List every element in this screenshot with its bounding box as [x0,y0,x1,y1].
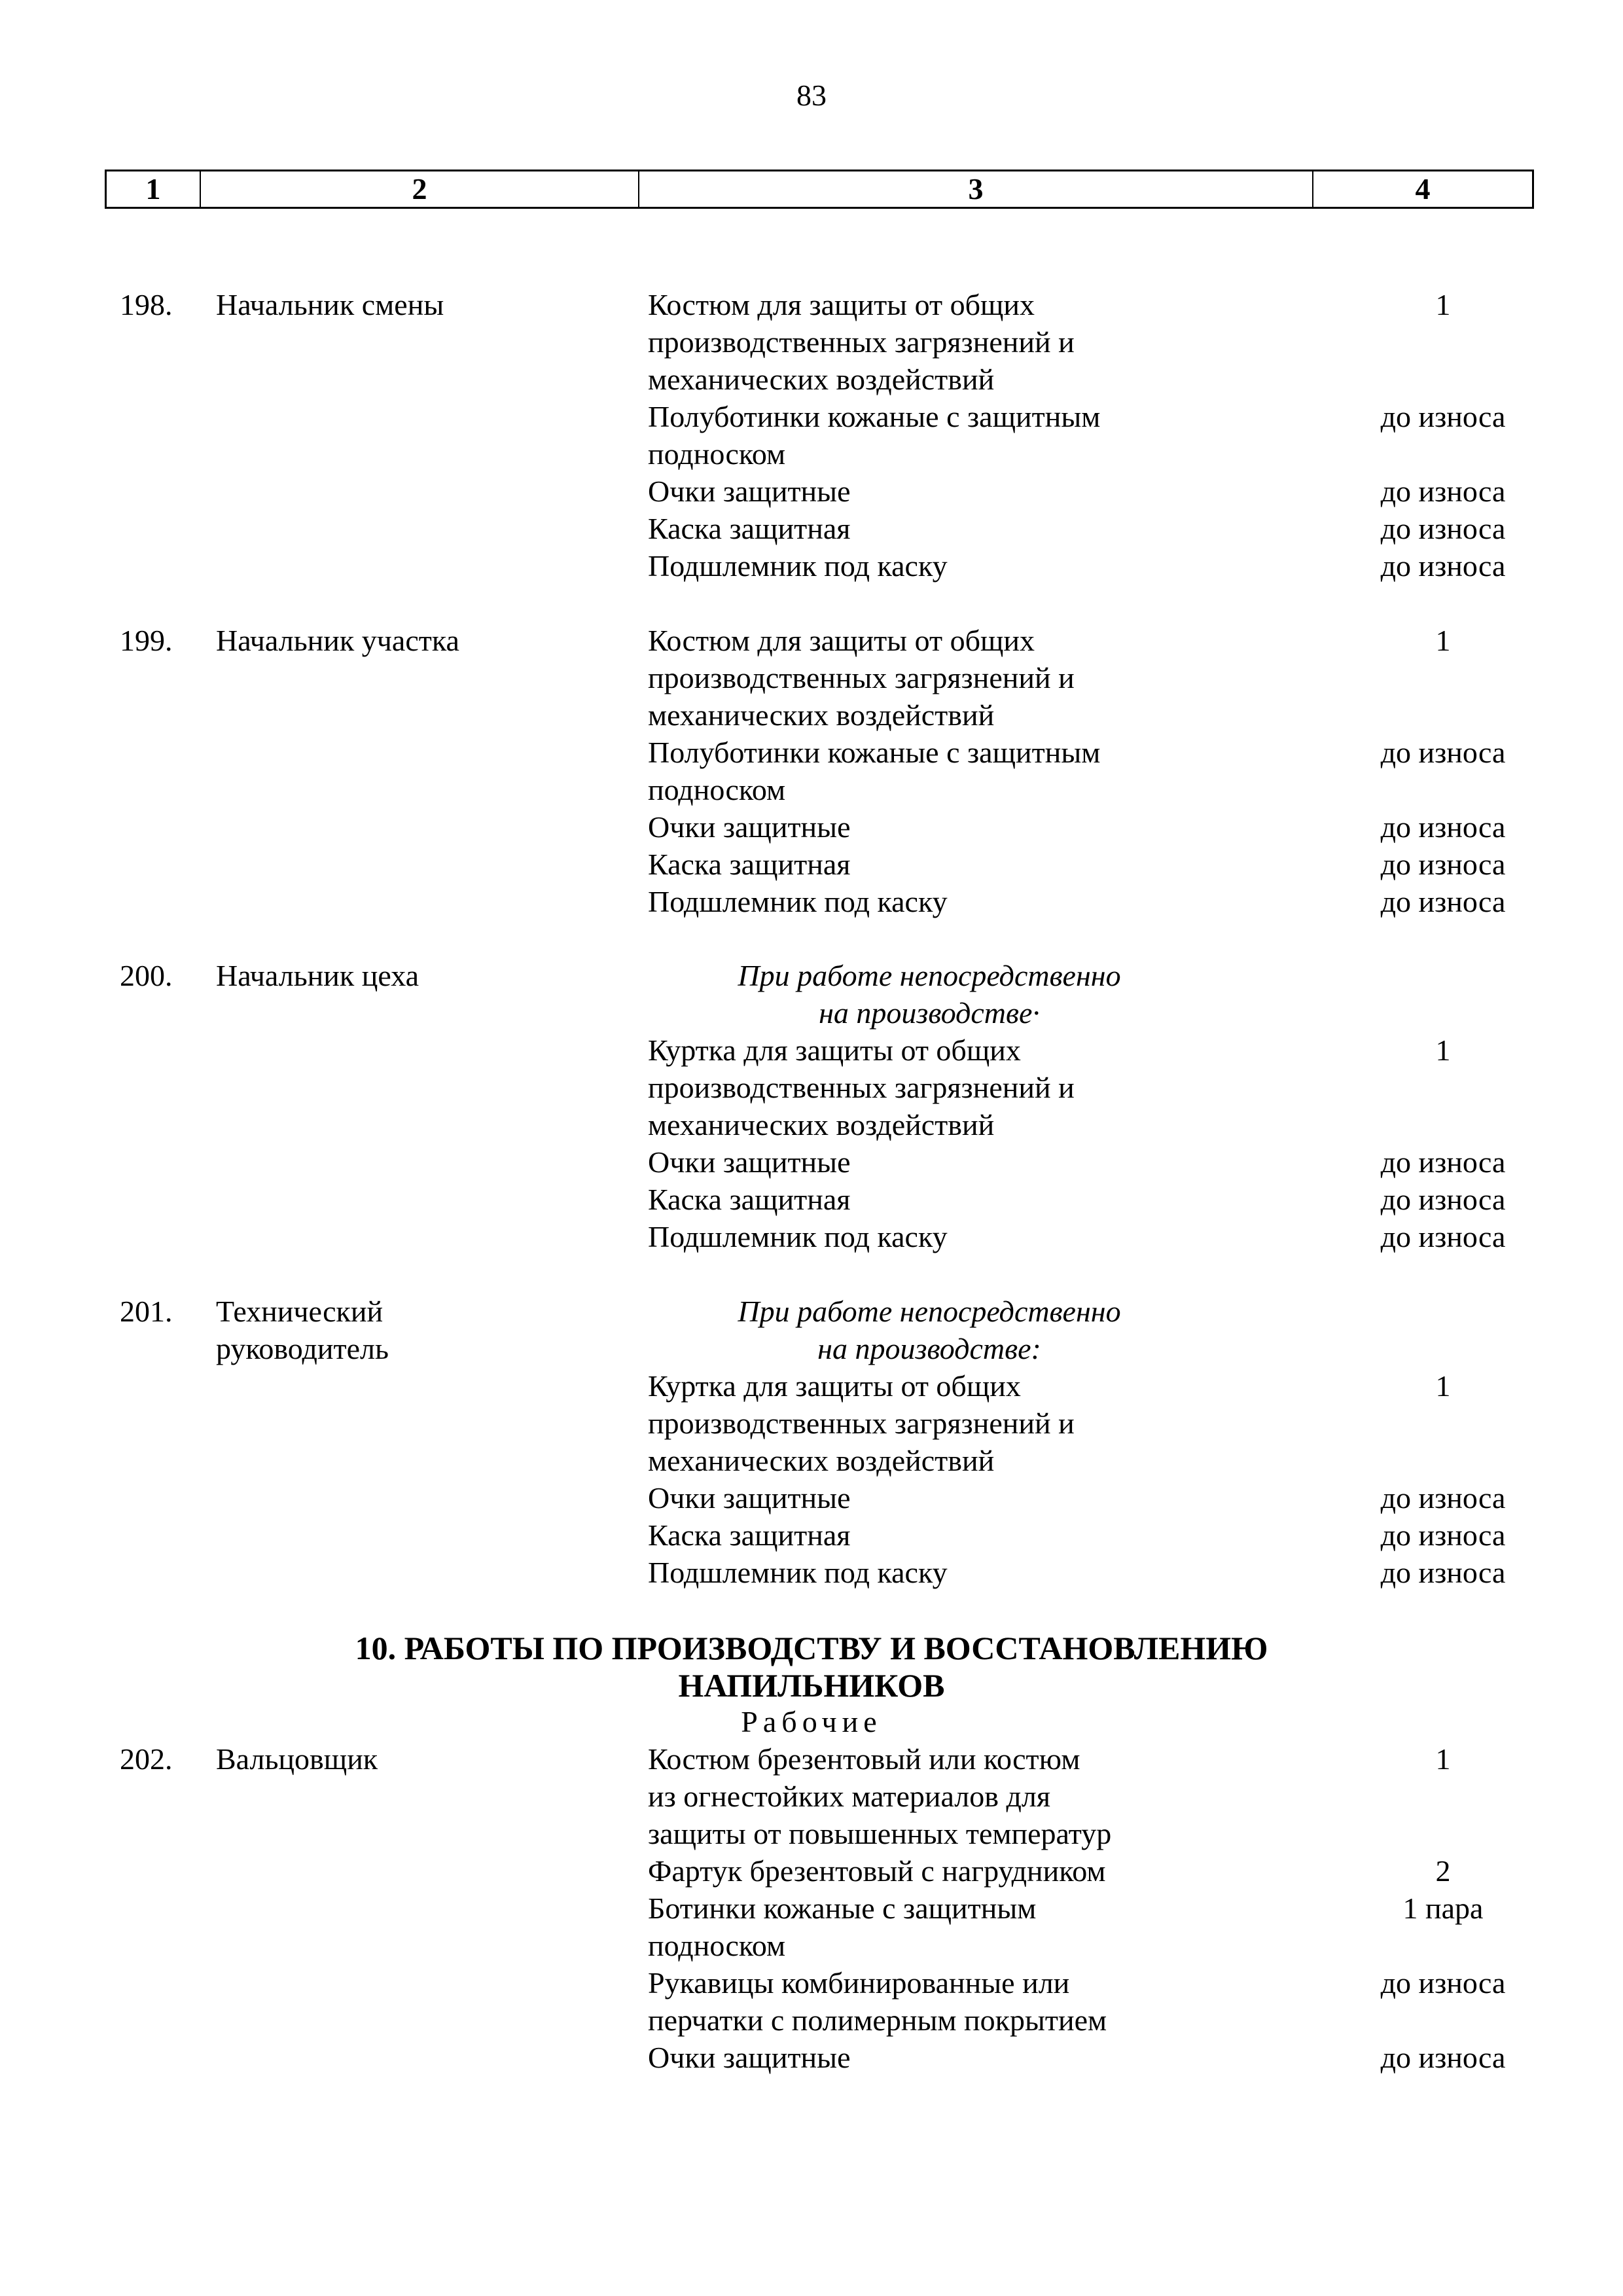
job-title: Начальник смены [216,288,444,321]
column-header-3: 3 [639,171,1313,207]
item-line: Костюм для защиты от общих [648,624,1035,657]
item-quantity: до износа [1380,549,1506,583]
condition-note: на производстве· [819,996,1040,1030]
item-line: Фартук брезентовый с нагрудником [648,1854,1106,1888]
item-line: механических воздействий [648,1108,995,1141]
item-quantity: 1 [1435,1742,1451,1776]
item-line: Рукавицы комбинированные или [648,1966,1070,2000]
job-title: руководитель [216,1332,389,1365]
item-quantity: до износа [1380,1518,1506,1552]
item-line: перчатки с полимерным покрытием [648,2003,1107,2037]
job-title: Начальник участка [216,624,459,657]
section-title: 10. РАБОТЫ ПО ПРОИЗВОДСТВУ И ВОССТАНОВЛЕНИЮ [355,1630,1268,1666]
item-line: Куртка для защиты от общих [648,1369,1021,1403]
item-line: Полуботинки кожаные с защитным [648,736,1101,769]
condition-note: на производстве: [817,1332,1041,1365]
item-line: Очки защитные [648,1145,851,1179]
item-quantity: 1 [1435,1369,1451,1403]
item-line: Очки защитные [648,2041,851,2074]
item-line: механических воздействий [648,698,995,732]
item-quantity: 1 [1435,1033,1451,1067]
item-quantity: до износа [1380,400,1506,433]
item-line: Очки защитные [648,810,851,844]
item-line: Костюм для защиты от общих [648,288,1035,321]
item-line: Подшлемник под каску [648,1556,948,1589]
item-quantity: 2 [1435,1854,1451,1888]
item-line: Подшлемник под каску [648,1220,948,1253]
item-line: подноском [648,437,786,471]
item-line: производственных загрязнений и [648,661,1075,694]
item-line: механических воздействий [648,363,995,396]
item-quantity: до износа [1380,2041,1506,2074]
item-quantity: до износа [1380,1145,1506,1179]
table-column-header [105,170,1534,209]
entry-number: 199. [120,624,173,657]
item-line: Ботинки кожаные с защитным [648,1892,1037,1925]
item-quantity: до износа [1380,885,1506,918]
section-title: НАПИЛЬНИКОВ [678,1667,945,1704]
column-header-1: 1 [107,171,201,207]
item-line: механических воздействий [648,1444,995,1477]
item-quantity: до износа [1380,736,1506,769]
job-title: Начальник цеха [216,959,419,992]
item-line: Подшлемник под каску [648,885,948,918]
job-title: Технический [216,1295,383,1328]
item-line: защиты от повышенных температур [648,1817,1112,1850]
item-line: Очки защитные [648,475,851,508]
condition-note: При работе непосредственно [738,1295,1121,1328]
item-quantity: 1 пара [1402,1892,1484,1925]
condition-note: При работе непосредственно [738,959,1121,992]
item-quantity: до износа [1380,1556,1506,1589]
job-title: Вальцовщик [216,1742,378,1776]
item-line: производственных загрязнений и [648,1071,1075,1104]
item-quantity: до износа [1380,1481,1506,1515]
item-quantity: до износа [1380,848,1506,881]
item-quantity: до износа [1380,810,1506,844]
item-line: подноском [648,773,786,806]
item-line: Очки защитные [648,1481,851,1515]
item-line: Куртка для защиты от общих [648,1033,1021,1067]
item-line: производственных загрязнений и [648,1407,1075,1440]
item-line: Подшлемник под каску [648,549,948,583]
section-subheading: Рабочие [741,1705,882,1738]
item-quantity: 1 [1435,624,1451,657]
item-line: Каска защитная [648,1183,851,1216]
item-quantity: 1 [1435,288,1451,321]
page-number: 83 [796,79,827,112]
item-quantity: до износа [1380,1183,1506,1216]
item-line: производственных загрязнений и [648,325,1075,359]
column-header-4: 4 [1415,172,1431,206]
item-quantity: до износа [1380,512,1506,545]
column-header-2: 2 [201,171,639,207]
item-line: Костюм брезентовый или костюм [648,1742,1080,1776]
item-line: Каска защитная [648,512,851,545]
item-line: Каска защитная [648,1518,851,1552]
item-line: Полуботинки кожаные с защитным [648,400,1101,433]
entry-number: 202. [120,1742,173,1776]
item-line: Каска защитная [648,848,851,881]
entry-number: 200. [120,959,173,992]
entry-number: 201. [120,1295,173,1328]
item-quantity: до износа [1380,1966,1506,2000]
item-line: подноском [648,1929,786,1962]
item-quantity: до износа [1380,475,1506,508]
item-quantity: до износа [1380,1220,1506,1253]
item-line: из огнестойких материалов для [648,1780,1051,1813]
entry-number: 198. [120,288,173,321]
